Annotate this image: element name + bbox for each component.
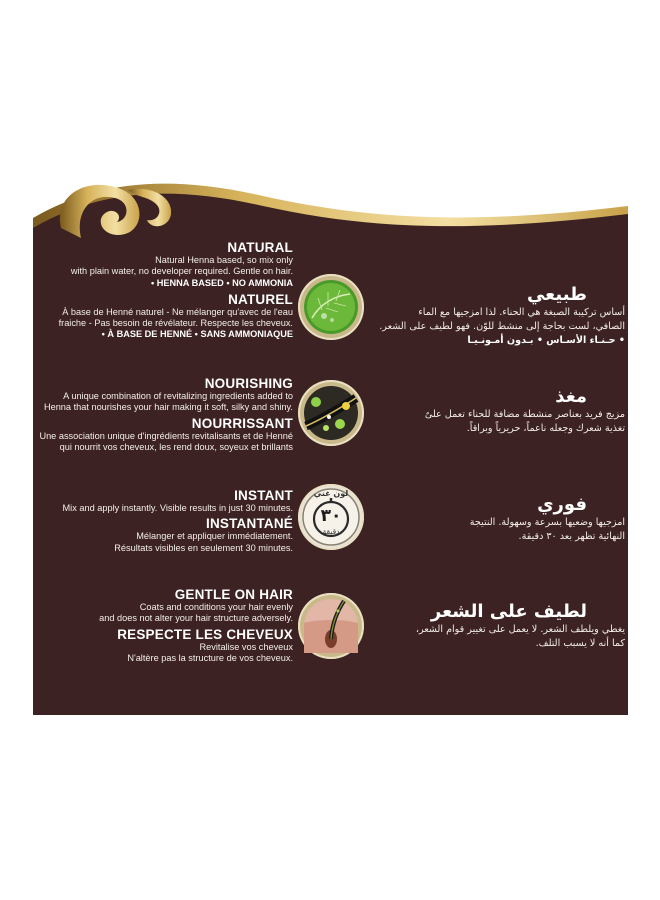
feature-title-ar: فوري — [537, 494, 587, 515]
timer-icon — [298, 484, 364, 550]
feature-title-en: NOURISHING — [204, 376, 293, 391]
feature-desc-line: تغذية شعرك وجعله ناعماً، حريرياً وبراقاً. — [466, 423, 625, 434]
feature-desc-line: and does not alter your hair structure adversely. — [99, 613, 293, 624]
feature-desc-line: النهائية تظهر بعد ٣٠ دقيقة. — [518, 531, 625, 542]
feature-desc-line: كما أنه لا يسبب التلف. — [535, 638, 625, 649]
feature-desc-line: Mix and apply instantly. Visible results in just 30 minutes. — [62, 503, 293, 513]
hair-follicle-icon — [298, 593, 364, 659]
feature-desc-line: qui nourrit vos cheveux, les rend doux, soyeux et brillants — [59, 441, 293, 452]
feature-desc-line: A unique combination of revitalizing ingredients added to — [63, 391, 293, 401]
feature-desc-line: امزجيها وضعيها بسرعة وسهولة. النتيجة — [469, 517, 625, 528]
feature-tagline-fr: • À BASE DE HENNÉ • SANS AMMONIAQUE — [101, 329, 293, 340]
feature-title-en: INSTANT — [234, 488, 293, 503]
badge-number: ٣٠ — [320, 506, 342, 526]
feature-desc-line: الصافي، لست بحاجة إلى منشط للوّن. فهو لطيف على الشعر. — [379, 321, 625, 332]
feature-desc-line: مزيج فريد بعناصر منشطة مضافة للحناء تعمل علىٌ — [424, 409, 625, 420]
arabic-text — [375, 494, 625, 544]
feature-desc-line: Coats and conditions your hair evenly — [139, 602, 293, 612]
feature-title-ar: طبيعي — [526, 284, 587, 305]
feature-desc-line: fraiche - Pas besoin de révélateur. Respecte les cheveux. — [58, 318, 293, 329]
english-french-text — [33, 376, 293, 453]
nourishing-hair-icon — [298, 380, 364, 446]
feature-title-en: GENTLE ON HAIR — [174, 587, 293, 602]
feature-desc-line: يغطي ويلطف الشعر. لا يعمل على تغيير قوام الشعر، — [415, 624, 625, 635]
feature-title-fr: NOURRISSANT — [191, 415, 293, 431]
feature-title-fr: NATUREL — [228, 291, 293, 307]
arabic-text — [375, 601, 625, 651]
feature-desc-line: أساس تركيبة الصبغة هي الحناء. لذا امزجيها مع الماء — [418, 307, 625, 318]
green-leaf-icon — [298, 274, 364, 340]
feature-desc-line: N'altère pas la structure de vos cheveux. — [127, 652, 293, 663]
feature-desc-line: Henna that nourishes your hair making it soft, silky and shiny. — [43, 402, 293, 413]
english-french-text — [33, 240, 293, 341]
feature-title-fr: RESPECTE LES CHEVEUX — [117, 626, 293, 642]
feature-desc-line: Résultats visibles en seulement 30 minutes. — [114, 542, 293, 553]
english-french-text — [33, 587, 293, 664]
feature-desc-line: with plain water, no developer required. Gentle on hair. — [70, 266, 293, 277]
arabic-text — [375, 386, 625, 436]
arabic-text — [375, 284, 625, 348]
feature-title-fr: INSTANTANÉ — [206, 516, 293, 532]
feature-title-ar: مغذ — [555, 386, 587, 407]
feature-desc-line: Revitalise vos cheveux — [199, 641, 293, 652]
feature-tagline-en: • HENNA BASED • NO AMMONIA — [150, 277, 293, 288]
badge-bottom-text: دقيقة — [322, 527, 340, 536]
feature-desc-line: Mélanger et appliquer immédiatement. — [136, 531, 293, 542]
english-french-text — [33, 488, 293, 554]
feature-desc-line: Natural Henna based, so mix only — [155, 255, 293, 265]
feature-tagline-ar: • حـنـاء الأسـاس • بـدون أمـونـيـا — [467, 335, 625, 346]
product-info-panel — [33, 150, 628, 715]
feature-desc-line: Une association unique d'ingrédients revitalisants et de Henné — [39, 430, 293, 441]
feature-desc-line: À base de Henné naturel - Ne mélanger qu'avec de l'eau — [62, 306, 293, 317]
feature-title-en: NATURAL — [227, 240, 293, 255]
feature-title-ar: لطيف على الشعر — [430, 601, 587, 622]
badge-top-text: لون غني — [313, 489, 349, 498]
